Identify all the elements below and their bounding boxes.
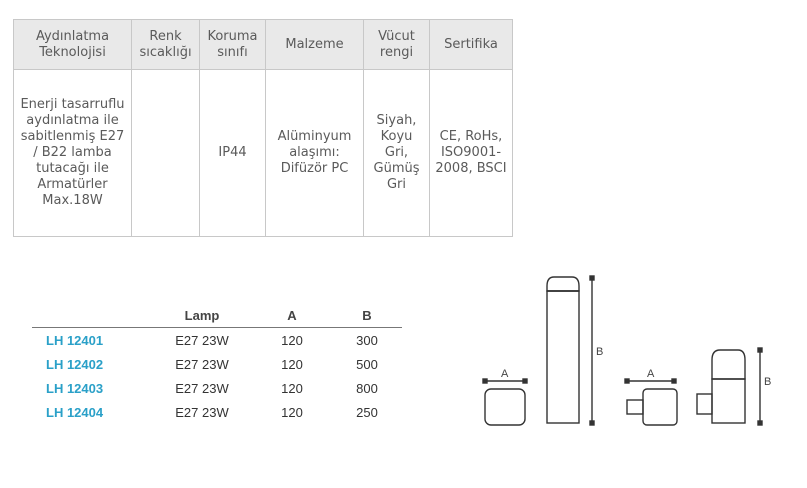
model-header-cell: A [252,303,332,328]
model-b: 500 [356,356,378,372]
spec-value-cell: IP44 [200,70,266,237]
spec-value-row [14,70,513,237]
spec-header-cell: Aydınlatma Teknolojisi [14,20,132,70]
model-header-cell: B [332,303,402,328]
dimension-b-label: B [764,376,772,388]
spec-header-row [14,20,513,70]
spec-header-cell: Vücut rengi [364,20,430,70]
spec-value-cell: Enerji tasarruflu aydınlatma ile sabitlenmiş E27 / B22 lamba tutacağı ile Armatürler Max.18W [14,70,132,237]
model-b: 300 [356,332,378,348]
model-a: 120 [281,332,303,348]
model-row [32,328,402,353]
model-row [32,352,402,376]
spec-value-cell: Alüminyum alaşımı: Difüzör PC [266,70,364,237]
model-code: LH 12401 [46,332,104,348]
model-code: LH 12403 [46,380,104,396]
model-b: 250 [356,404,378,420]
wall-top-view-drawing [625,379,677,425]
model-lamp: E27 23W [175,356,229,372]
spec-header-cell: Sertifika [430,20,513,70]
dimension-b-label: B [596,346,604,358]
model-lamp: E27 23W [175,404,229,420]
spec-header-cell: Koruma sınıfı [200,20,266,70]
model-lamp: E27 23W [175,380,229,396]
model-a: 120 [281,380,303,396]
model-row [32,400,402,424]
spec-header-cell: Malzeme [266,20,364,70]
spec-header-cell: Renk sıcaklığı [132,20,200,70]
dimension-a-label: A [647,368,655,380]
model-header-cell: Lamp [152,303,252,328]
model-b: 800 [356,380,378,396]
model-row [32,376,402,400]
dimension-drawings [470,268,790,438]
spec-value-cell: CE, RoHs, ISO9001-2008, BSCI [430,70,513,237]
model-a: 120 [281,404,303,420]
model-lamp: E27 23W [175,332,229,348]
model-table [32,303,402,424]
spec-table [13,19,513,237]
model-header-cell [32,303,152,328]
wall-side-view-drawing [697,348,762,425]
spec-value-cell: Siyah, Koyu Gri, Gümüş Gri [364,70,430,237]
bollard-drawing [547,276,594,425]
top-view-square-drawing [483,379,527,425]
model-a: 120 [281,356,303,372]
spec-value-cell [132,70,200,237]
model-code: LH 12404 [46,404,104,420]
dimension-a-label: A [501,368,509,380]
model-code: LH 12402 [46,356,104,372]
model-header-row [32,303,402,328]
